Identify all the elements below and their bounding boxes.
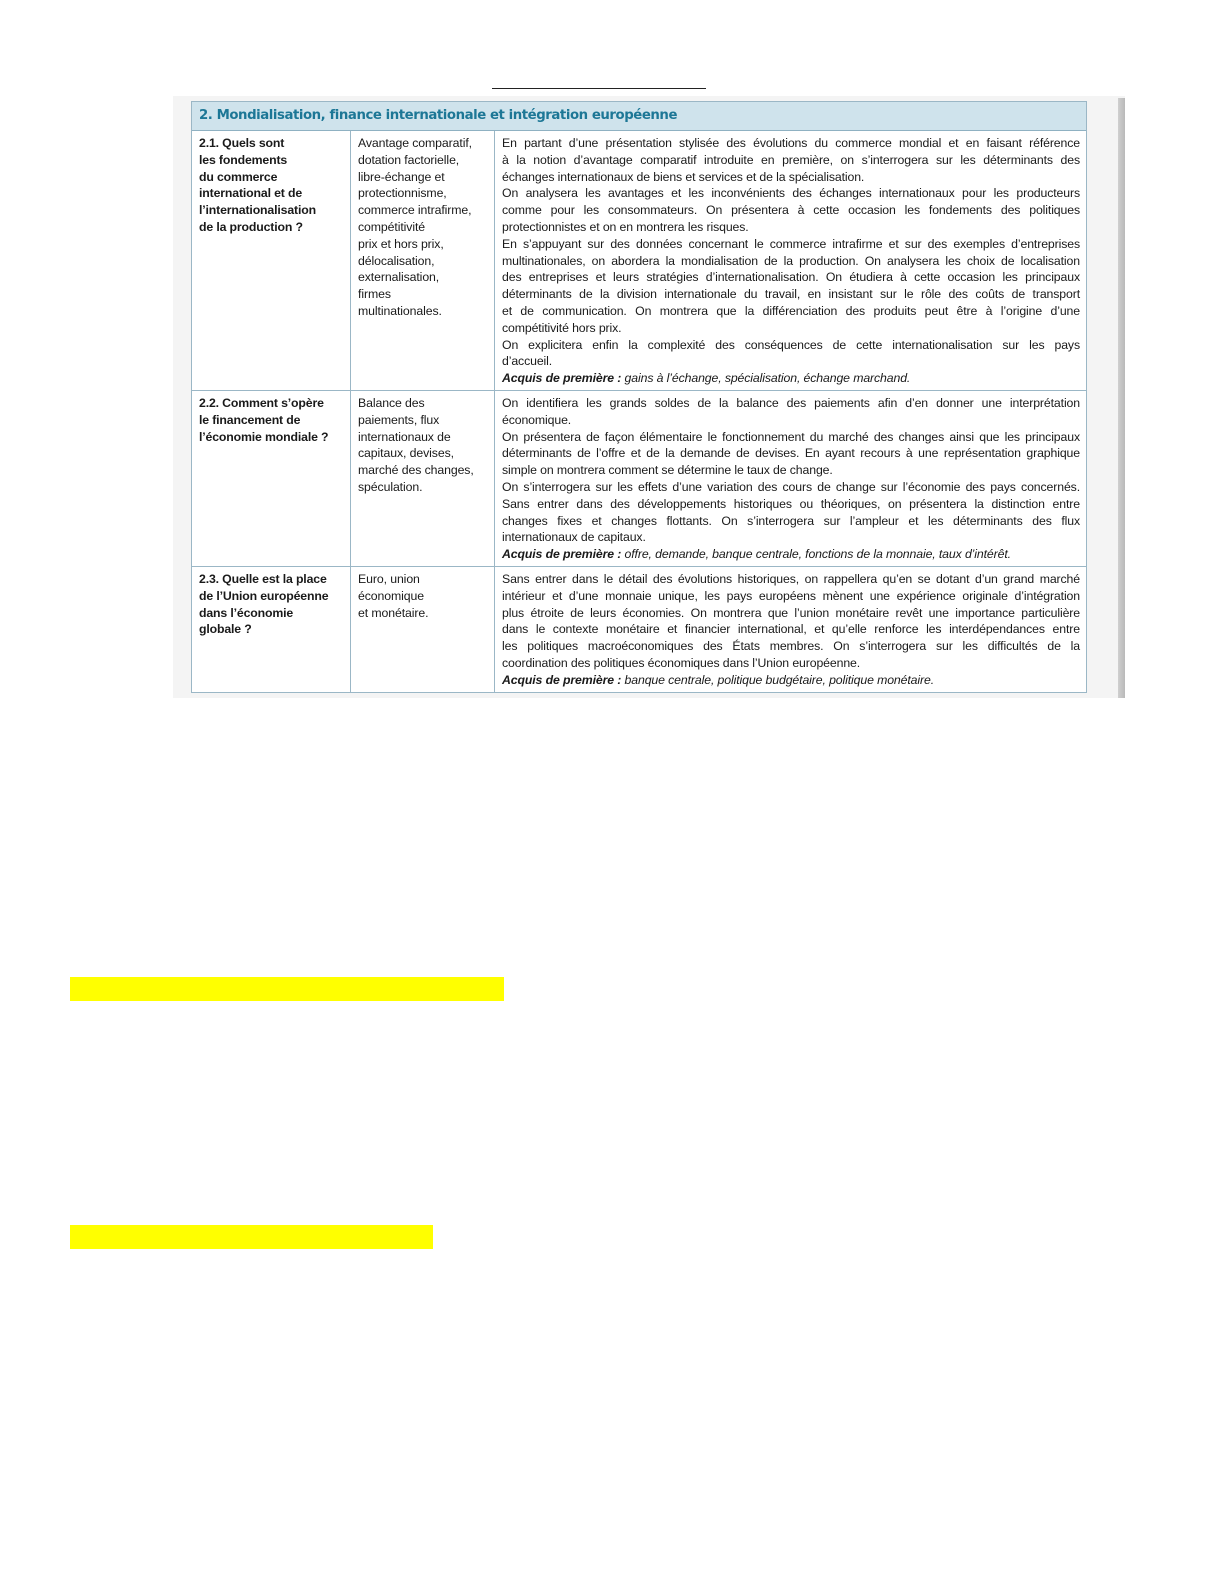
description-line: plus étroite de leurs économies. On montrera que l’union monétaire revêt une importance particulière: [502, 605, 1080, 620]
keyword-line: prix et hors prix,: [358, 236, 444, 251]
keyword-line: Balance des: [358, 396, 425, 410]
scan-edge-shadow: [1118, 98, 1125, 698]
keyword-line: commerce intrafirme,: [358, 203, 472, 218]
keyword-line: multinationales.: [358, 303, 442, 318]
acquis-label: Acquis de première :: [502, 672, 622, 687]
keyword-line: économique: [358, 588, 424, 603]
description-cell: [495, 567, 1086, 693]
keyword-line: Avantage comparatif,: [358, 136, 472, 150]
keyword-line: protectionnisme,: [358, 186, 447, 201]
acquis-text: banque centrale, politique budgétaire, politique monétaire.: [621, 672, 934, 687]
question-line: les fondements: [199, 152, 288, 167]
keyword-line: marché des changes,: [358, 463, 474, 478]
keyword-line: Euro, union: [358, 572, 420, 586]
description-line: les politiques macroéconomiques des États membres. On s’interrogera sur les difficultés de la: [502, 639, 1080, 654]
description-line: On explicitera enfin la complexité des conséquences de cette internationalisation sur les pays: [502, 337, 1080, 352]
keyword-line: capitaux, devises,: [358, 446, 454, 461]
keywords-cell: [351, 131, 495, 390]
program-table: [191, 101, 1087, 693]
question-cell: [192, 131, 351, 390]
description-line: et de communication. On montrera que la différenciation des produits peut être à l’origine d’une: [502, 303, 1080, 318]
acquis-text: gains à l’échange, spécialisation, échange marchand.: [621, 371, 911, 386]
question-line: le financement de: [199, 412, 301, 427]
description-line: échanges internationaux de biens et services et de la spécialisation.: [502, 169, 865, 184]
keyword-line: internationaux de: [358, 429, 451, 444]
table-row: [192, 567, 1086, 693]
keyword-line: externalisation,: [358, 270, 440, 285]
keywords-cell: [351, 567, 495, 693]
question-line: de la production ?: [199, 219, 303, 234]
description-line: à la notion d’avantage comparatif introduite en première, on s’interrogera sur les déterminants des: [502, 152, 1080, 167]
keyword-line: spéculation.: [358, 479, 423, 494]
question-line: 2.2. Comment s’opère: [199, 396, 324, 410]
description-line: d’accueil.: [502, 354, 553, 369]
question-line: dans l’économie: [199, 605, 294, 620]
description-line: En partant d’une présentation stylisée des évolutions du commerce mondial et en faisant référence: [502, 136, 1080, 150]
highlight-bar-2: [70, 1225, 433, 1249]
description-line: déterminants de l’offre et de la demande de devises. En ayant recours à une représentation graphique: [502, 446, 1080, 461]
description-line: comme pour les consommateurs. On présentera à cette occasion les fondements des politiques: [502, 203, 1080, 218]
acquis-line: [502, 672, 1080, 689]
acquis-text: offre, demande, banque centrale, fonctions de la monnaie, taux d’intérêt.: [621, 547, 1011, 562]
description-cell: [495, 391, 1086, 566]
question-cell: [192, 567, 351, 693]
description-line: On présentera de façon élémentaire le fonctionnement du marché des changes ainsi que les principaux: [502, 429, 1080, 444]
acquis-label: Acquis de première :: [502, 371, 622, 386]
keywords-cell: [351, 391, 495, 566]
table-row: [192, 131, 1086, 391]
keyword-line: paiements, flux: [358, 412, 440, 427]
question-line: de l’Union européenne: [199, 588, 329, 603]
description-line: économique.: [502, 412, 572, 427]
description-line: des entreprises et leurs stratégies d’internationalisation. On étudiera à cette occasion les principaux: [502, 270, 1080, 285]
description-line: dans le contexte monétaire et financier international, et qu’elle renforce les interdépendances entre: [502, 622, 1080, 637]
description-cell: [495, 131, 1086, 390]
keyword-line: délocalisation,: [358, 253, 435, 268]
keyword-line: libre-échange et: [358, 169, 445, 184]
description-line: internationaux de capitaux.: [502, 530, 646, 545]
description-line: On analysera les avantages et les inconvénients des échanges internationaux pour les producteurs: [502, 186, 1080, 201]
description-line: compétitivité hors prix.: [502, 320, 622, 335]
section-title: 2. Mondialisation, finance internationale et intégration européenne: [192, 102, 1086, 131]
question-line: l’internationalisation: [199, 203, 316, 218]
top-rule: [492, 88, 706, 89]
question-line: 2.3. Quelle est la place: [199, 572, 327, 586]
description-line: Sans entrer dans le détail des évolutions historiques, on rappellera qu’en se dotant d’un grand marché: [502, 572, 1080, 586]
highlight-bar-1: [70, 977, 504, 1001]
table-row: [192, 391, 1086, 567]
description-line: On identifiera les grands soldes de la balance des paiements afin d’en donner une interprétation: [502, 396, 1080, 410]
description-line: En s’appuyant sur des données concernant le commerce intrafirme et sur des exemples d’entreprises: [502, 236, 1080, 251]
description-line: changes fixes et changes flottants. On s’interrogera sur l’ampleur et les déterminants des flux: [502, 513, 1080, 528]
question-line: 2.1. Quels sont: [199, 136, 285, 150]
question-line: l’économie mondiale ?: [199, 429, 329, 444]
acquis-label: Acquis de première :: [502, 547, 622, 562]
description-line: déterminants de la division internationale du travail, en insistant sur le rôle des coûts de transport: [502, 287, 1080, 302]
question-line: international et de: [199, 186, 303, 201]
keyword-line: et monétaire.: [358, 605, 429, 620]
description-line: On s’interrogera sur les effets d’une variation des cours de change sur l’économie des pays concernés.: [502, 479, 1080, 494]
description-line: intérieur et d’une monnaie unique, les pays européens mènent une expérience originale d’intégration: [502, 588, 1080, 603]
keyword-line: dotation factorielle,: [358, 152, 460, 167]
keyword-line: firmes: [358, 287, 391, 302]
description-line: simple on montrera comment se détermine le taux de change.: [502, 463, 833, 478]
keyword-line: compétitivité: [358, 219, 426, 234]
description-line: protectionnistes et on en montrera les risques.: [502, 219, 749, 234]
acquis-line: [502, 370, 1080, 387]
question-line: globale ?: [199, 622, 252, 637]
question-line: du commerce: [199, 169, 278, 184]
description-line: multinationales, on abordera la mondialisation de la production. On analysera les choix de localisation: [502, 253, 1080, 268]
question-cell: [192, 391, 351, 566]
description-line: Sans entrer dans des développements historiques ou théoriques, on présentera la distinction entre: [502, 496, 1080, 511]
description-line: coordination des politiques économiques dans l’Union européenne.: [502, 655, 861, 670]
table-body: [192, 131, 1086, 693]
acquis-line: [502, 546, 1080, 563]
